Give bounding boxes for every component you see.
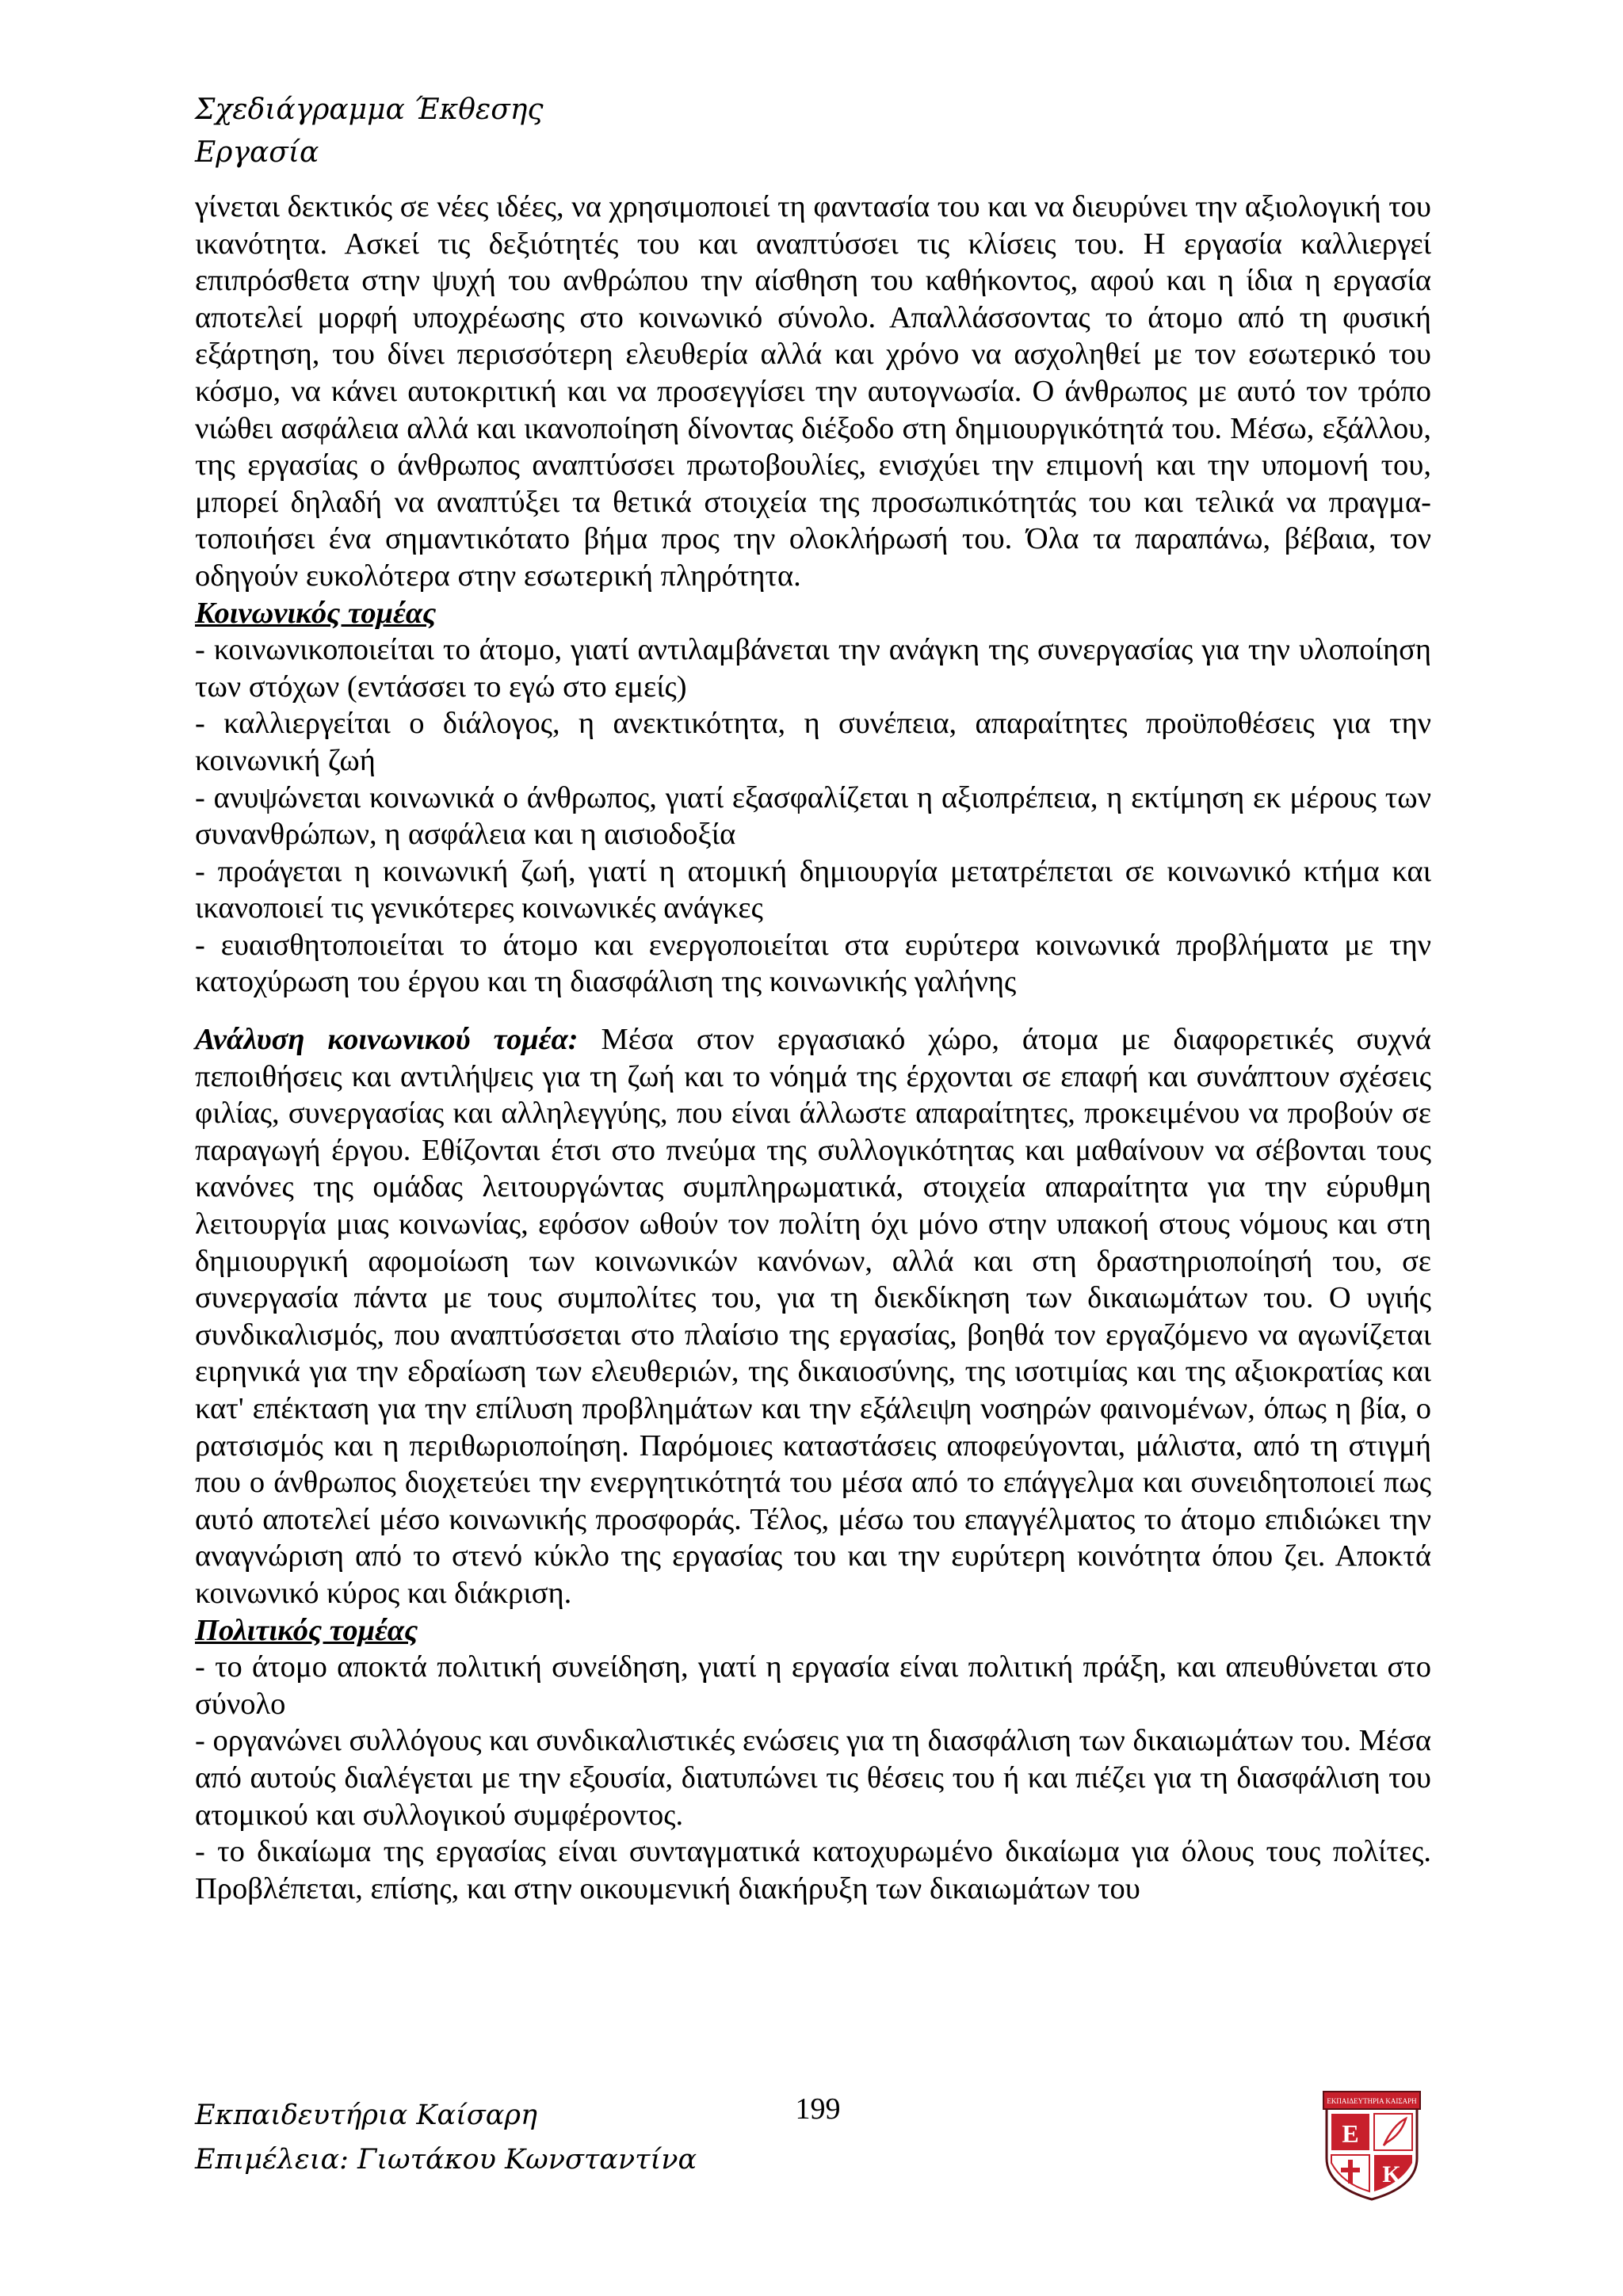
header-subtitle: Εργασία [195, 136, 319, 169]
social-list-item: - ανυψώνεται κοινωνικά ο άνθρωπος, γιατί εξασφαλίζεται η αξιοπρέπεια, η εκτίμηση εκ μέρους των συνανθρώπων, η ασφάλεια και η αισιοδοξία [195, 780, 1431, 852]
political-list-item: - το άτομο αποκτά πολιτική συνείδηση, γιατί η εργασία είναι πολιτική πράξη, και απευθύνεται στο σύνολο [195, 1650, 1431, 1721]
footer-editor: Επιμέλεια: Γιωτάκου Κωνσταντίνα [195, 2144, 697, 2176]
intro-paragraph: γίνεται δεκτικός σε νέες ιδέες, να χρησιμοποιεί τη φαντασία του και να διευρύνει την αξιολογική του ικανότητα. Ασκεί τις δεξιότητές του και αναπτύσσει τις κλίσεις του. Η εργασία καλλιεργεί επιπρόσθετα στην ψυχή του ανθρώπου την αίσθηση του καθήκοντος, αφού και η ίδια η εργασία αποτελεί μορφή υποχρέωσης στο κοινωνικό σύνολο. Απαλλάσσοντας το άτομο από τη φυσική εξάρτηση, του δίνει περισσότερη ελευθερία αλλά και χρόνο να ασχοληθεί με τον εσωτερικό του κόσμο, να κάνει αυτοκριτική και να προσεγγίσει την αυτογνωσία. Ο άνθρωπος με αυτό τον τρόπο νιώθει ασφάλεια αλλά και ικανοποίηση δίνοντας διέξοδο στη δημιουργικότητά του. Μέσω, εξάλλου, της εργασίας ο άνθρωπος αναπτύσσει πρωτοβουλίες, ενισχύει την επιμονή και την υπομονή του, μπορεί δηλαδή να αναπτύξει τα θετικά στοιχεία της προσωπικότητάς του και τελικά να πραγματοποιήσει ένα σημαντικότατο βήμα προς την ολοκλήρωσή του. Όλα τα παραπάνω, βέβαια, τον οδηγούν ευκολότερα στην εσωτερική πληρότητα. [195, 190, 1431, 593]
crest-letter-epsilon: Ε [1342, 2119, 1359, 2148]
running-header [195, 89, 544, 174]
footer-credits [195, 2093, 697, 2182]
political-list-item: - το δικαίωμα της εργασίας είναι συνταγματικά κατοχυρωμένο δικαίωμα για όλους τους πολίτες. Προβλέπεται, επίσης, και στην οικουμενική διακήρυξη των δικαιωμάτων του [195, 1835, 1431, 1905]
school-crest-logo [1322, 2090, 1422, 2201]
crest-banner-text: ΕΚΠΑΙΔΕΥΤΗΡΙΑ ΚΑΙΣΑΡΗ [1327, 2097, 1417, 2105]
body-text [195, 189, 1431, 1907]
analysis-text: Μέσα στον εργασιακό χώρο, άτομα με διαφορετικές συχνά πεποιθήσεις και αντιλήψεις για τη ζωή και το νόημά της έρχονται σε επαφή και συνάπτουν σχέσεις φιλίας, συνεργασίας και αλληλεγγύης, που είναι άλλωστε απαραίτητες, προκειμένου να προβούν σε παραγωγή έργου. Εθίζονται έτσι στο πνεύμα της συλλογικότητας και μαθαίνουν να σέβονται τους κανόνες της ομάδας λειτουργώντας συμπληρωματικά, στοιχεία απαραίτητα για την εύρυθμη λειτουργία μιας κοινωνίας, εφόσον ωθούν τον πολίτη όχι μόνο στην υπακοή στους νόμους και στη δημιουργική αφομοίωση των κοινωνικών κανόνων, αλλά και στη δραστηριοποίησή του, σε συνεργασία πάντα με τους συμπολίτες του, για τη διεκδίκηση των δικαιωμάτων του. Ο υγιής συνδικαλισμός, που αναπτύσσεται στο πλαίσιο της εργασίας, βοηθά τον εργαζόμενο να αγωνίζεται ειρηνικά για την εδραίωση των ελευθεριών, της δικαιοσύνης, της ισοτιμίας και της αξιοκρατίας και κατ' επέκταση για την επίλυση προβλημάτων και την εξάλειψη νοσηρών φαινομένων, όπως η βία, ο ρατσισμός και η περιθωριοποίηση. Παρόμοιες καταστάσεις αποφεύγονται, μάλιστα, από τη στιγμή που ο άνθρωπος διοχετεύει την ενεργητικότητά του μέσα από το επάγγελμα και συνειδητοποιεί πως αυτό αποτελεί μέσο κοινωνικής προσφοράς. Τέλος, μέσω του επαγγέλματος το άτομο επιδιώκει την αναγνώριση από το στενό κύκλο της εργασίας του και την ευρύτερη κοινότητα όπου ζει. Αποκτά κοινωνικό κύρος και διάκριση. [195, 1023, 1431, 1610]
social-list-item: - κοινωνικοποιείται το άτομο, γιατί αντιλαμβάνεται την ανάγκη της συνεργασίας για την υλοποίηση των στόχων (εντάσσει το εγώ στο εμείς) [195, 633, 1431, 704]
page-number: 199 [795, 2092, 841, 2126]
footer-school-name: Εκπαιδευτήρια Καίσαρη [195, 2100, 537, 2131]
header-title: Σχεδιάγραμμα Έκθεσης [195, 93, 544, 126]
political-sector-heading: Πολιτικός τομέας [195, 1613, 418, 1647]
political-list-item: - οργανώνει συλλόγους και συνδικαλιστικές ενώσεις για τη διασφάλιση των δικαιωμάτων του. Μέσα από αυτούς διαλέγεται με την εξουσία, διατυπώνει τις θέσεις του ή και πιέζει για τη διασφάλιση του ατομικού και συλλογικού συμφέροντος. [195, 1724, 1431, 1832]
social-sector-heading: Κοινωνικός τομέας [195, 596, 437, 630]
social-list-item: - καλλιεργείται ο διάλογος, η ανεκτικότητα, η συνέπεια, απαραίτητες προϋποθέσεις για την κοινωνική ζωή [195, 707, 1431, 777]
social-list-item: - προάγεται η κοινωνική ζωή, γιατί η ατομική δημιουργία μετατρέπεται σε κοινωνικό κτήμα και ικανοποιεί τις γενικότερες κοινωνικές ανάγκες [195, 854, 1431, 925]
analysis-paragraph [195, 1021, 1431, 1612]
crest-letter-kappa: Κ [1382, 2161, 1401, 2187]
analysis-lead: Ανάλυση κοινωνικού τομέα: [195, 1023, 579, 1057]
social-list-item: - ευαισθητοποιείται το άτομο και ενεργοποιείται στα ευρύτερα κοινωνικά προβλήματα με την κατοχύρωση του έργου και τη διασφάλιση της κοινωνικής γαλήνης [195, 928, 1431, 999]
